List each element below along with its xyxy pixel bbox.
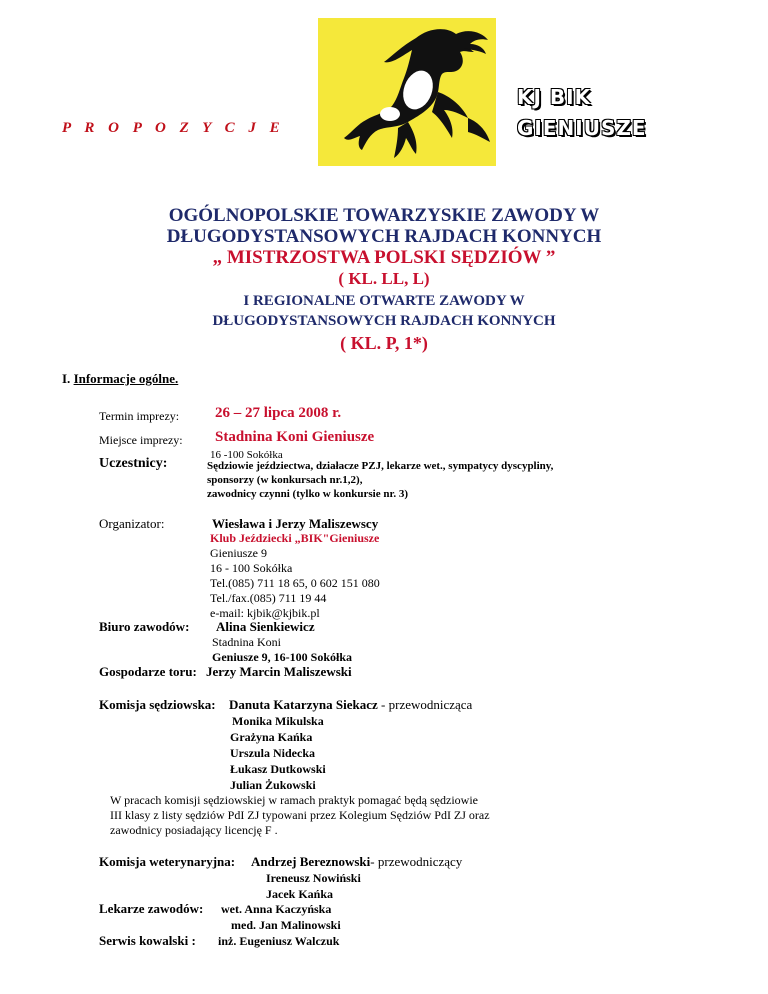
- biuro-line3: Geniusze 9, 16-100 Sokółka: [212, 650, 353, 664]
- termin-value: 26 – 27 lipca 2008 r.: [215, 405, 342, 421]
- club-name-line1: KJ BIK: [517, 85, 592, 109]
- lekarze-line2: med. Jan Malinowski: [231, 918, 341, 932]
- komisja-sedziowska-note3: zawodnicy posiadający licencję F .: [110, 823, 278, 837]
- serwis-value: inż. Eugeniusz Walczuk: [218, 934, 340, 948]
- komisja-sedziowska-member: Urszula Nidecka: [230, 746, 315, 760]
- komisja-weterynaryjna-member: Ireneusz Nowiński: [266, 871, 361, 885]
- komisja-sedziowska-member: Monika Mikulska: [232, 714, 324, 728]
- section-heading: [62, 371, 178, 387]
- organizator-tel: Tel.(085) 711 18 65, 0 602 151 080: [210, 576, 380, 590]
- biuro-line2: Stadnina Koni: [212, 635, 281, 649]
- organizator-addr2: 16 - 100 Sokółka: [210, 561, 293, 575]
- propozycje-label: P R O P O Z Y C J E: [62, 120, 285, 136]
- komisja-weterynaryjna-member: Jacek Kańka: [266, 887, 334, 901]
- komisja-sedziowska-member: Łukasz Dutkowski: [230, 762, 326, 776]
- komisja-weterynaryjna-chair-line: [251, 854, 462, 870]
- komisja-sedziowska-note2: III klasy z listy sędziów PdI ZJ typowani przez Kolegium Sędziów PdI ZJ oraz: [110, 808, 490, 822]
- komisja-sedziowska-member: Grażyna Kańka: [230, 730, 313, 744]
- title-line1: OGÓLNOPOLSKIE TOWARZYSKIE ZAWODY W: [168, 205, 600, 226]
- miejsce-address: 16 -100 Sokółka: [210, 449, 283, 461]
- miejsce-value: Stadnina Koni Gieniusze: [215, 429, 375, 445]
- lekarze-label: Lekarze zawodów:: [99, 901, 204, 916]
- komisja-weterynaryjna-label: Komisja weterynaryjna:: [99, 854, 236, 869]
- organizator-email[interactable]: e-mail: kjbik@kjbik.pl: [210, 606, 320, 620]
- komisja-sedziowska-chair-line: [229, 697, 472, 713]
- biuro-label: Biuro zawodów:: [99, 619, 190, 634]
- title-line7: ( KL. P, 1*): [340, 333, 428, 353]
- komisja-sedziowska-member: Julian Żukowski: [230, 778, 316, 792]
- title-line3: „ MISTRZOSTWA POLSKI SĘDZIÓW ”: [212, 247, 556, 268]
- biuro-name: Alina Sienkiewicz: [216, 619, 315, 634]
- komisja-weterynaryjna-chair-role: - przewodniczący: [370, 854, 463, 869]
- title-line5: I REGIONALNE OTWARTE ZAWODY W: [243, 293, 525, 309]
- komisja-sedziowska-label: Komisja sędziowska:: [99, 697, 216, 712]
- club-name-line2: GIENIUSZE: [517, 116, 647, 140]
- title-line4: ( KL. LL, L): [338, 269, 430, 288]
- section-number: I.: [62, 371, 71, 386]
- uczestnicy-line1: Sędziowie jeździectwa, działacze PZJ, lekarze wet., sympatycy dyscypliny,: [207, 460, 554, 472]
- uczestnicy-label: Uczestnicy:: [99, 456, 168, 471]
- organizator-addr1: Gieniusze 9: [210, 546, 267, 560]
- komisja-weterynaryjna-chair: Andrzej Bereznowski: [251, 854, 371, 869]
- organizator-label: Organizator:: [99, 516, 165, 531]
- uczestnicy-line2: sponsorzy (w konkursach nr.1,2),: [207, 474, 363, 486]
- section-title: Informacje ogólne.: [73, 371, 179, 386]
- komisja-sedziowska-chair: Danuta Katarzyna Siekacz: [229, 697, 378, 712]
- title-line6: DŁUGODYSTANSOWYCH RAJDACH KONNYCH: [212, 313, 556, 329]
- gospodarze-label: Gospodarze toru:: [99, 664, 197, 679]
- miejsce-label: Miejsce imprezy:: [99, 433, 183, 447]
- uczestnicy-line3: zawodnicy czynni (tylko w konkursie nr. 3): [207, 488, 408, 500]
- gospodarze-value: Jerzy Marcin Maliszewski: [206, 664, 352, 679]
- title-line2: DŁUGODYSTANSOWYCH RAJDACH KONNYCH: [166, 226, 602, 247]
- serwis-label: Serwis kowalski :: [99, 933, 196, 948]
- lekarze-line1: wet. Anna Kaczyńska: [221, 902, 332, 916]
- komisja-sedziowska-note1: W pracach komisji sędziowskiej w ramach praktyk pomagać będą sędziowie: [110, 793, 478, 807]
- organizator-fax: Tel./fax.(085) 711 19 44: [210, 591, 327, 605]
- organizator-club: Klub Jeździecki „BIK"Gieniusze: [210, 531, 380, 545]
- termin-label: Termin imprezy:: [99, 409, 180, 423]
- horse-logo: [318, 18, 496, 166]
- organizator-name: Wiesława i Jerzy Maliszewscy: [212, 516, 379, 531]
- komisja-sedziowska-chair-role: - przewodnicząca: [377, 697, 473, 712]
